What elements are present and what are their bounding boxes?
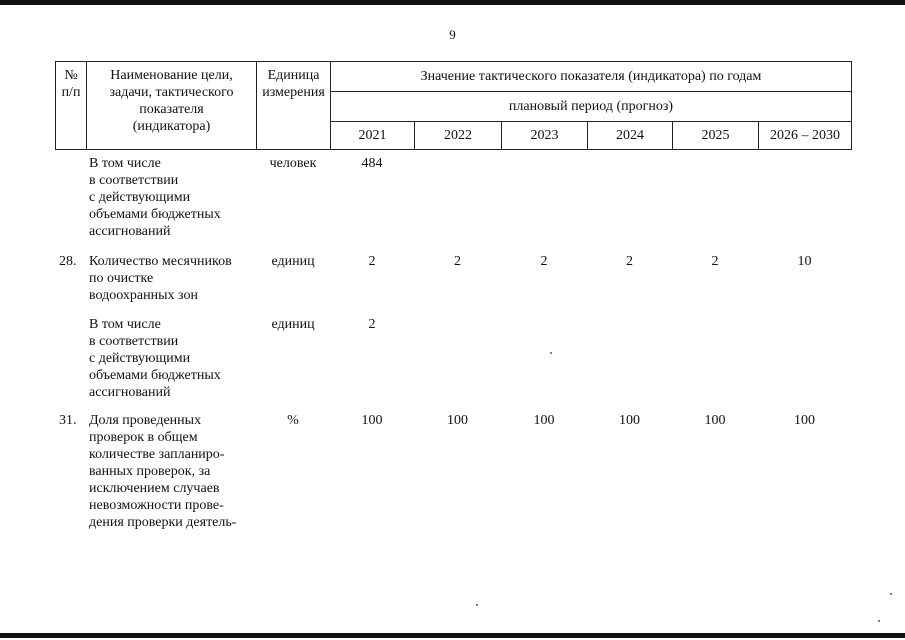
row-value-2022: 2 [454, 254, 461, 269]
row-value-2026-2030: 100 [794, 413, 815, 428]
header-year-2022: 2022 [415, 122, 502, 150]
row-value-2021: 2 [368, 317, 376, 332]
scan-speck [476, 604, 478, 606]
row-name-line: В том числе [89, 317, 161, 332]
row-name-line: ассигнований [89, 385, 171, 400]
row-value-2021: 100 [361, 413, 383, 428]
row-name-line: ванных проверок, за [89, 464, 211, 479]
row-value-2022: 100 [447, 413, 468, 428]
row-unit: единиц [271, 254, 315, 269]
header-col-name: Наименование цели, задачи, тактического показателя (индикатора) [87, 62, 257, 150]
header-year-2024: 2024 [588, 122, 673, 150]
row-value-2023: 100 [533, 413, 555, 428]
row-value-2021: 484 [361, 156, 383, 171]
row-name-line: объемами бюджетных [89, 207, 221, 222]
row-value-2023: 2 [540, 254, 548, 269]
row-name-line: проверок в общем [89, 430, 198, 445]
row-value-2025: 2 [711, 254, 719, 269]
row-name-line: по очистке [89, 271, 154, 286]
row-value-2025: 100 [704, 413, 726, 428]
row-unit: человек [269, 156, 317, 171]
row-number: 28. [59, 254, 77, 269]
header-col-unit: Единица измерения [257, 62, 331, 150]
row-unit: % [287, 413, 299, 428]
header-col-period: плановый период (прогноз) [331, 92, 852, 122]
row-value-2024: 100 [619, 413, 640, 428]
row-value-2024: 2 [626, 254, 633, 269]
row-name-line: в соответствии [89, 334, 179, 349]
scan-speck [550, 352, 552, 354]
row-name-line: в соответствии [89, 173, 179, 188]
row-name-line: невозможности прове- [89, 498, 224, 513]
row-name-line: с действующими [89, 190, 191, 205]
table-header [55, 61, 852, 150]
row-name-line: В том числе [89, 156, 161, 171]
row-name-line: количестве запланиро- [89, 447, 225, 462]
header-year-2023: 2023 [502, 122, 588, 150]
header-year-2025: 2025 [673, 122, 759, 150]
header-col-values: Значение тактического показателя (индикатора) по годам [331, 62, 852, 92]
row-name-line: исключением случаев [89, 481, 220, 496]
row-name-line: объемами бюджетных [89, 368, 221, 383]
header-year-2026-2030: 2026 – 2030 [759, 122, 852, 150]
header-year-2021: 2021 [331, 122, 415, 150]
row-name-line: Количество месячников [89, 254, 232, 269]
row-name-line: с действующими [89, 351, 191, 366]
header-col-no: № п/п [56, 62, 87, 150]
scan-speck [878, 620, 880, 622]
row-name-line: ассигнований [89, 224, 171, 239]
bottom-border-bar [0, 633, 905, 638]
top-border-bar [0, 0, 905, 5]
row-name-line: водоохранных зон [89, 288, 198, 303]
page-number: 9 [449, 27, 456, 42]
row-unit: единиц [271, 317, 315, 332]
row-name-line: дения проверки деятель- [89, 515, 237, 530]
row-value-2021: 2 [368, 254, 376, 269]
scan-speck [890, 593, 892, 595]
row-number: 31. [59, 413, 77, 428]
row-value-2026-2030: 10 [797, 254, 812, 269]
row-name-line: Доля проведенных [89, 413, 202, 428]
